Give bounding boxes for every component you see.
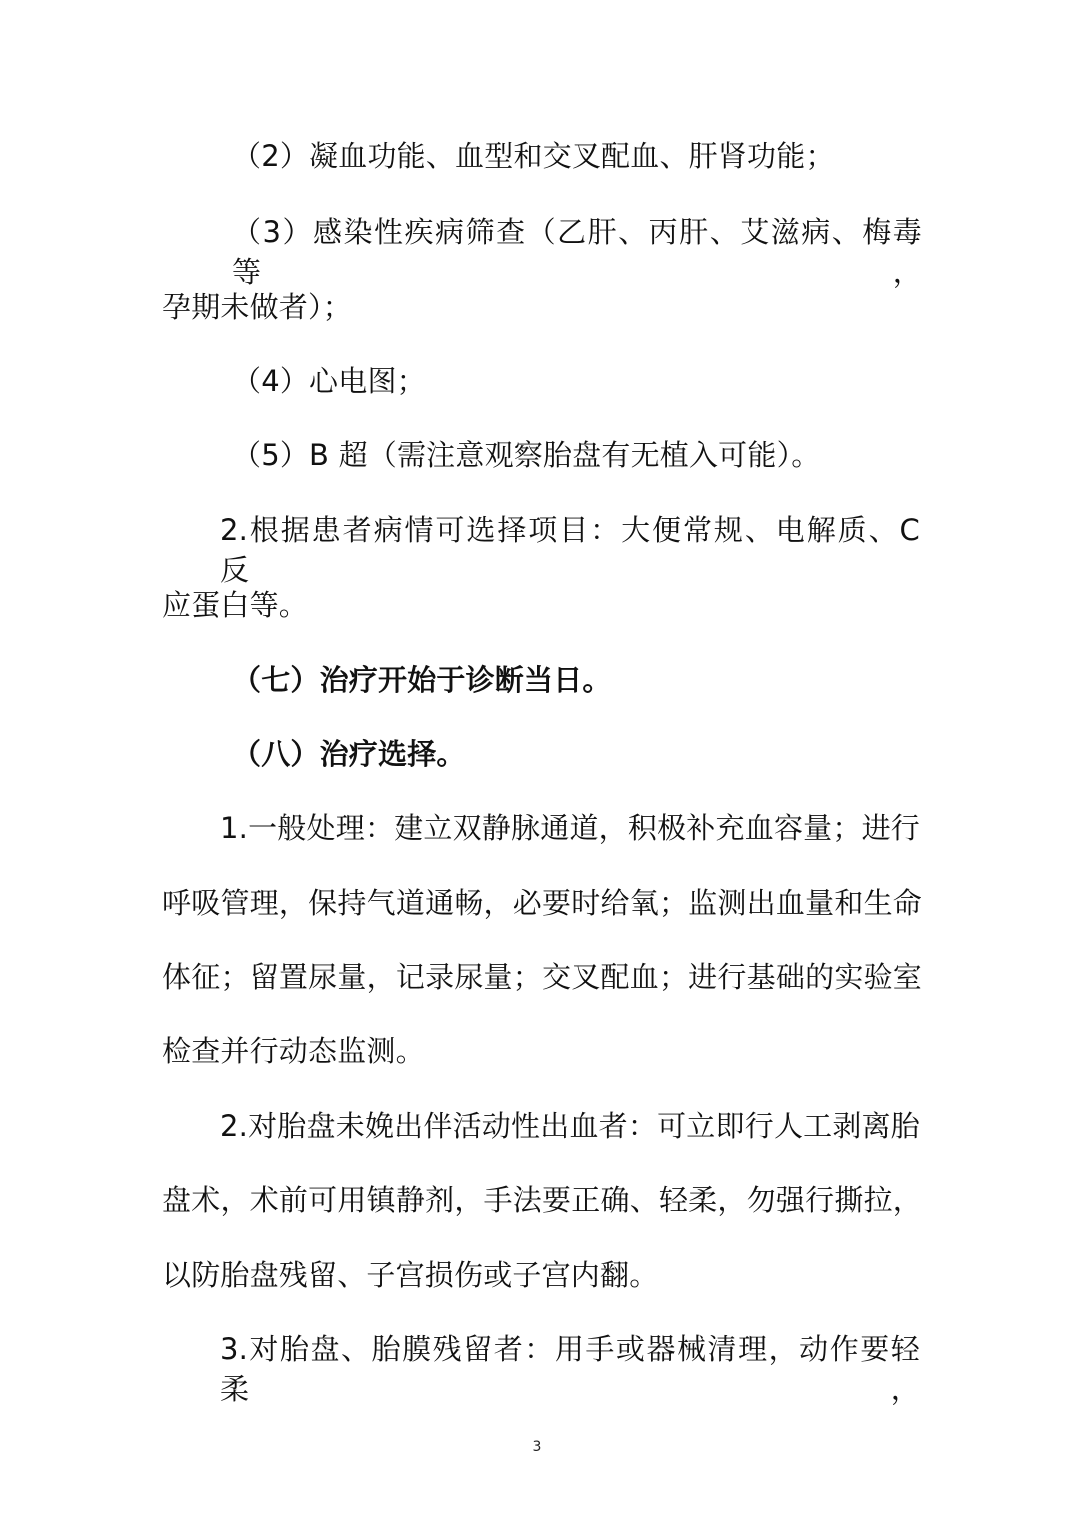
paragraph-2-line-2: 应蛋白等。 [162,588,309,622]
section-heading-8: （八）治疗选择。 [232,737,466,771]
page-number: 3 [532,1439,542,1455]
text-line-3-cont: 孕期未做者）； [162,290,352,324]
text-line-4: （4）心电图； [232,364,426,398]
treatment-2-line-3: 以防胎盘残留、子宫损伤或子宫内翻。 [162,1258,659,1292]
treatment-1-line-1: 1.一般处理：建立双静脉通道，积极补充血容量；进行 [220,811,920,845]
paragraph-2-line-1: 2.根据患者病情可选择项目：大便常规、电解质、C 反 [220,513,920,587]
treatment-2-line-1: 2.对胎盘未娩出伴活动性出血者：可立即行人工剥离胎 [220,1109,920,1143]
text-line-3: （3）感染性疾病筛查（乙肝、丙肝、艾滋病、梅毒等， [232,215,922,289]
treatment-3-line-1: 3.对胎盘、胎膜残留者：用手或器械清理，动作要轻柔， [220,1332,920,1406]
treatment-1-line-4: 检查并行动态监测。 [162,1034,425,1068]
treatment-2-line-2: 盘术，术前可用镇静剂，手法要正确、轻柔，勿强行撕拉， [162,1183,922,1217]
text-line-2: （2）凝血功能、血型和交叉配血、肝肾功能； [232,139,835,173]
treatment-1-line-2: 呼吸管理，保持气道通畅，必要时给氧；监测出血量和生命 [162,886,922,920]
treatment-1-line-3: 体征；留置尿量，记录尿量；交叉配血；进行基础的实验室 [162,960,922,994]
section-heading-7: （七）治疗开始于诊断当日。 [232,663,612,697]
text-line-5: （5）B 超（需注意观察胎盘有无植入可能）。 [232,438,821,472]
